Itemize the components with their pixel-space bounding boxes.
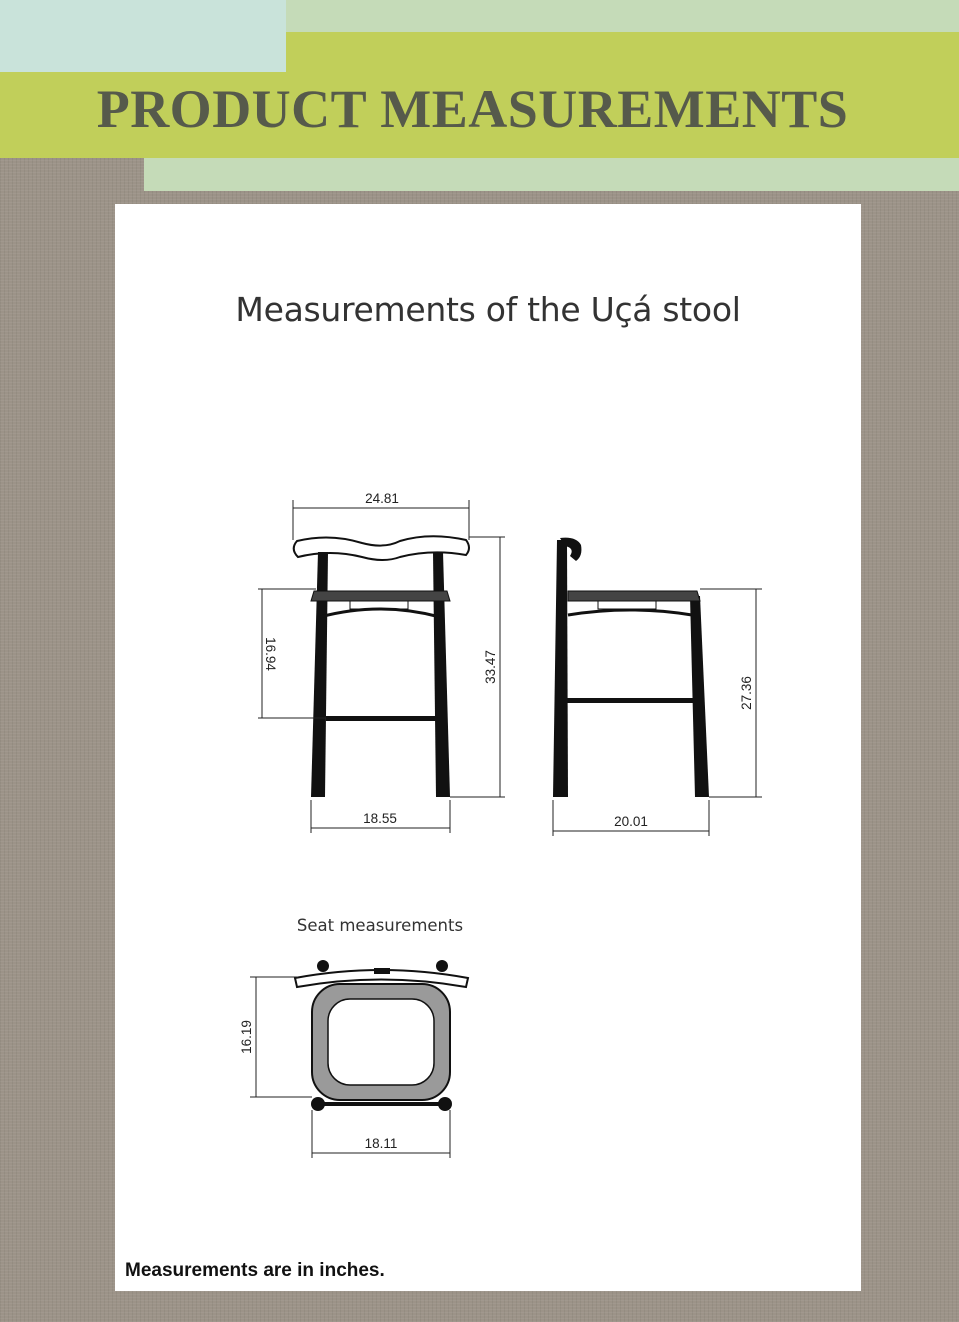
dim-side-seat-height: 27.36 [739,676,754,710]
units-note: Measurements are in inches. [125,1260,385,1281]
side-rear-leg [553,540,568,797]
side-stretcher [567,698,694,703]
side-front-leg [690,596,709,797]
seat-opening [328,999,434,1085]
front-apron [320,609,440,617]
side-seat [568,591,700,601]
dim-seat-width: 18.11 [364,1136,398,1151]
front-right-leg [433,552,450,797]
seat-view [239,960,468,1158]
side-seat-plate [598,601,656,609]
dim-side-depth: 20.01 [614,814,648,829]
dim-seat-depth: 16.19 [239,1020,254,1054]
dim-front-base-width: 18.55 [363,811,397,826]
dim-front-top-width: 24.81 [365,491,399,506]
front-view [258,491,505,833]
sheet-title: Measurements of the Uçá stool [235,290,741,329]
dim-front-total-height: 33.47 [483,650,498,684]
side-view [553,538,762,836]
front-stretcher [326,716,436,721]
page-title: PRODUCT MEASUREMENTS [96,79,849,139]
seat-caption: Seat measurements [296,916,464,935]
side-apron [568,610,692,615]
dim-front-seat-offset: 16.94 [263,637,278,671]
front-seat [311,591,450,601]
